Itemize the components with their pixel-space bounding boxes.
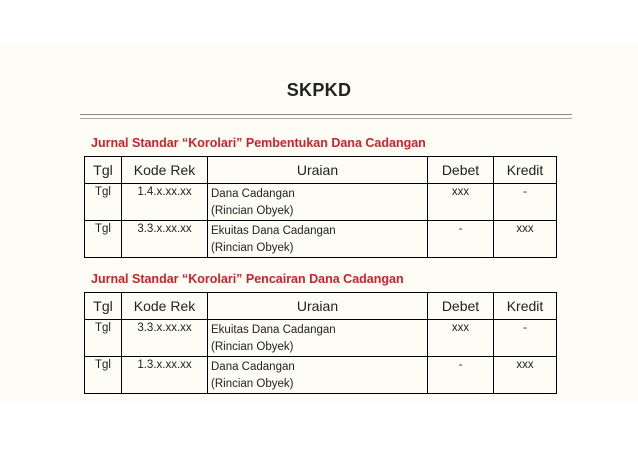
uraian-detail: (Rincian Obyek) [211,341,294,353]
journal-table-pencairan [84,292,557,394]
section-heading-pembentukan: Jurnal Standar “Korolari” Pembentukan Dana Cadangan [91,136,426,150]
header-kredit: Kredit [494,157,557,184]
header-kode-rek: Kode Rek [122,157,208,184]
page-title: SKPKD [286,80,352,100]
cell-kode-rek: 3.3.x.xx.xx [122,221,208,258]
cell-debet: xxx [428,320,494,357]
section-heading-pencairan: Jurnal Standar “Korolari” Pencairan Dana Cadangan [91,272,404,286]
title-divider [80,114,572,115]
uraian-detail: (Rincian Obyek) [211,205,294,217]
cell-debet: - [428,357,494,394]
cell-kredit: xxx [494,357,557,394]
cell-tgl: Tgl [85,357,122,394]
uraian-account: Dana Cadangan [211,188,295,200]
uraian-account: Ekuitas Dana Cadangan [211,324,336,336]
header-tgl: Tgl [85,293,122,320]
cell-debet: xxx [428,184,494,221]
table-row [85,221,557,258]
table-row [85,357,557,394]
cell-kode-rek: 3.3.x.xx.xx [122,320,208,357]
cell-uraian [208,357,428,394]
header-debet: Debet [428,293,494,320]
cell-kredit: - [494,184,557,221]
cell-kredit: - [494,320,557,357]
header-uraian: Uraian [208,157,428,184]
header-debet: Debet [428,157,494,184]
table-row [85,320,557,357]
uraian-account: Ekuitas Dana Cadangan [211,225,336,237]
cell-kredit: xxx [494,221,557,258]
cell-debet: - [428,221,494,258]
uraian-detail: (Rincian Obyek) [211,242,294,254]
header-kredit: Kredit [494,293,557,320]
table-header-row [85,157,557,184]
cell-kode-rek: 1.4.x.xx.xx [122,184,208,221]
cell-uraian [208,184,428,221]
cell-uraian [208,320,428,357]
cell-tgl: Tgl [85,184,122,221]
title-divider-thin [80,118,572,119]
journal-table-pembentukan [84,156,557,258]
uraian-detail: (Rincian Obyek) [211,378,294,390]
cell-kode-rek: 1.3.x.xx.xx [122,357,208,394]
table-row [85,184,557,221]
header-tgl: Tgl [85,157,122,184]
header-kode-rek: Kode Rek [122,293,208,320]
cell-tgl: Tgl [85,221,122,258]
cell-uraian [208,221,428,258]
cell-tgl: Tgl [85,320,122,357]
uraian-account: Dana Cadangan [211,361,295,373]
table-header-row [85,293,557,320]
header-uraian: Uraian [208,293,428,320]
